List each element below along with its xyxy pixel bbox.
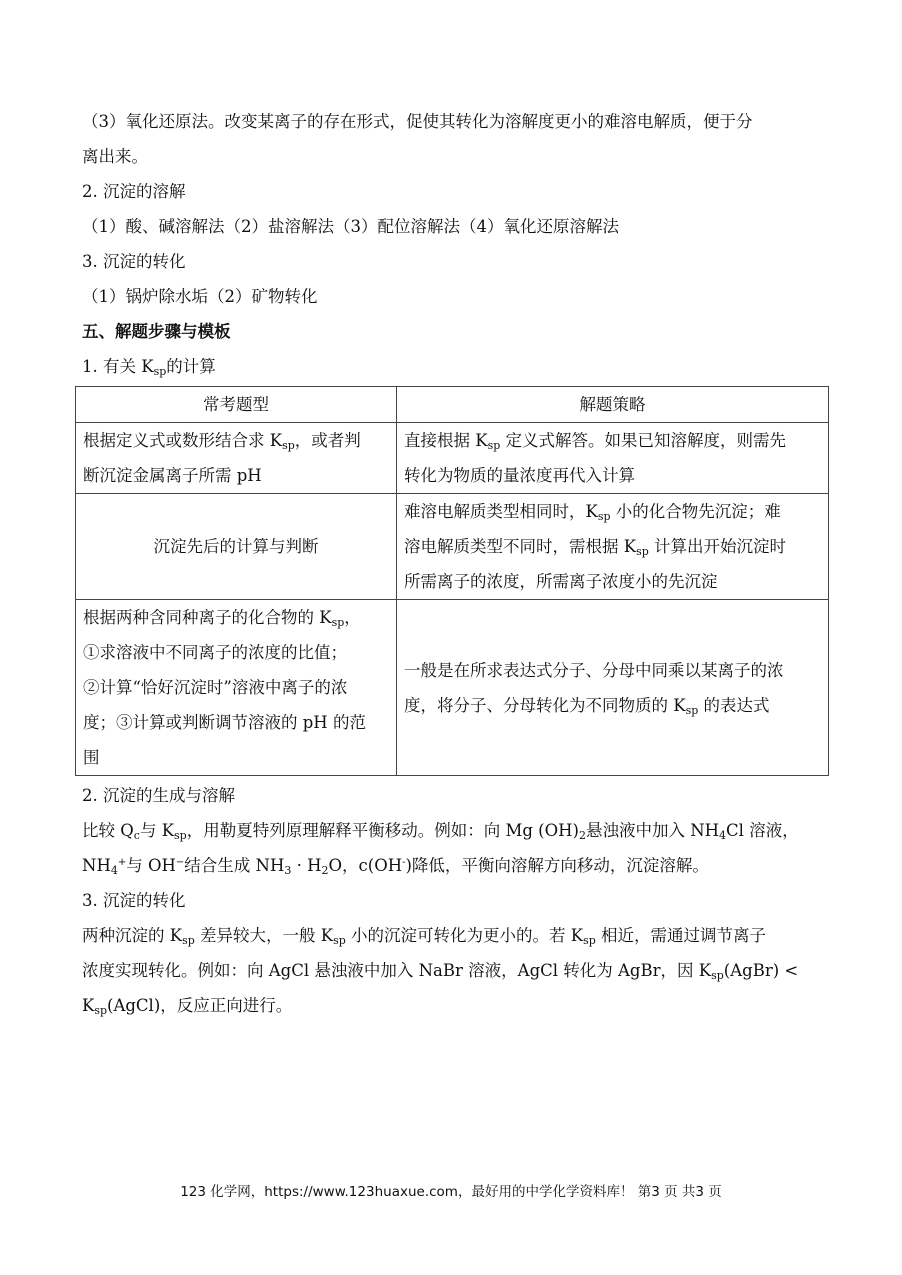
table-cell: 沉淀先后的计算与判断 xyxy=(76,494,397,600)
table-header-row xyxy=(76,387,829,423)
paragraph-dissolution-methods: （1）酸、碱溶解法（2）盐溶解法（3）配位溶解法（4）氧化还原溶解法 xyxy=(82,217,619,236)
table-cell: 根据定义式或数形结合求 $K_{sp}$，或者判 断沉淀金属离子所需 pH xyxy=(76,423,397,494)
table-cell: 一般是在所求表达式分子、分母中同乘以某离子的浓 度，将分子、分母转化为不同物质的 $K_{sp}$ 的表达式 xyxy=(397,600,829,776)
paragraph-redox-line1: （3）氧化还原法。改变某离子的存在形式，促使其转化为溶解度更小的难溶电解质，便于分 xyxy=(82,112,753,131)
paragraph-formation-line2: $NH_4^+$与 OH−结合生成 $NH_3 \cdot H_2O$，c(OH-)降低，平衡向溶解方向移动，沉淀溶解。 xyxy=(82,856,709,877)
paragraph-transformation-line1: 两种沉淀的 $K_{sp}$ 差异较大，一般 $K_{sp}$ 小的沉淀可转化为更小的。若 $K_{sp}$ 相近，需通过调节离子 xyxy=(82,926,767,947)
table-cell: 直接根据 $K_{sp}$ 定义式解答。如果已知溶解度，则需先 转化为物质的量浓度再代入计算 xyxy=(397,423,829,494)
table-row xyxy=(76,600,829,776)
ksp-strategy-table xyxy=(75,386,829,776)
paragraph-transformation-line2: 浓度实现转化。例如：向 AgCl 悬浊液中加入 NaBr 溶液，AgCl 转化为 AgBr，因 $K_{sp}(AgBr)$ < xyxy=(82,961,799,982)
heading-formation-dissolution: 2. 沉淀的生成与溶解 xyxy=(82,786,235,805)
document-page xyxy=(82,104,830,1023)
table-cell: 根据两种含同种离子的化合物的 $K_{sp}$， ①求溶液中不同离子的浓度的比值； ②计算“恰好沉淀时”溶液中离子的浓 度；③计算或判断调节溶液的 pH 的范 围 xyxy=(76,600,397,776)
heading-ksp-calculation: 1. 有关 $K_{sp}$的计算 xyxy=(82,357,216,378)
paragraph-formation-line1: 比较 $Q_c$与 $K_{sp}$，用勒夏特列原理解释平衡移动。例如：向 Mg $(OH)_2$悬浊液中加入 $NH_4Cl$ 溶液， xyxy=(82,821,799,842)
section-five-title: 五、解题步骤与模板 xyxy=(82,322,231,341)
table-row xyxy=(76,423,829,494)
heading-precipitate-transformation: 3. 沉淀的转化 xyxy=(82,891,186,910)
paragraph-transformation-line3: $K_{sp}(AgCl)$，反应正向进行。 xyxy=(82,996,293,1017)
heading-transformation: 3. 沉淀的转化 xyxy=(82,252,186,271)
page-footer: 123 化学网，https://www.123huaxue.com，最好用的中学化学资料库！ 第3 页 共3 页 xyxy=(180,1184,722,1200)
table-row xyxy=(76,494,829,600)
table-cell: 难溶电解质类型相同时，$K_{sp}$ 小的化合物先沉淀；难 溶电解质类型不同时，需根据 $K_{sp}$ 计算出开始沉淀时 所需离子的浓度，所需离子浓度小的先沉淀 xyxy=(397,494,829,600)
heading-dissolution: 2. 沉淀的溶解 xyxy=(82,182,186,201)
paragraph-redox-line2: 离出来。 xyxy=(82,147,148,166)
table-header-cell: 解题策略 xyxy=(397,387,829,423)
table-header-cell: 常考题型 xyxy=(76,387,397,423)
paragraph-transformation-examples: （1）锅炉除水垢（2）矿物转化 xyxy=(82,287,318,306)
